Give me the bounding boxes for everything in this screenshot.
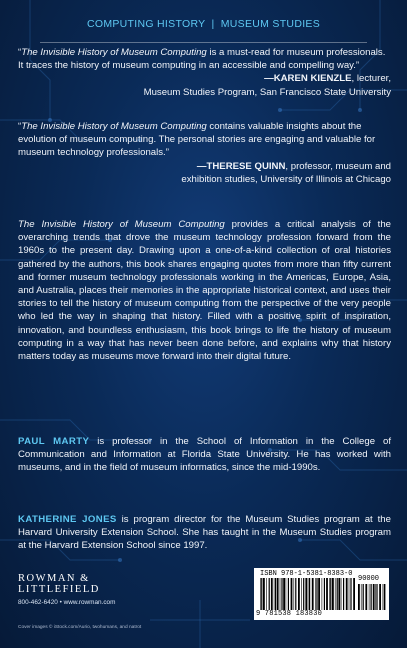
publisher-logo <box>18 573 208 606</box>
quote-1-text <box>18 46 391 72</box>
quote-2-body: contains valuable insights about the evolution of museum computing. The personal stories are engaging and valuable for museum technology professionals.” <box>18 121 376 159</box>
isbn-number: ISBN 978-1-5381-8383-0 <box>260 570 353 578</box>
author-1-bio: is professor in the School of Information in the College of Communication and Information at Florida State University. He has worked with museums, and in the field of museum informatics, since the mid-1990s. <box>18 436 391 474</box>
endorsement-quote-1 <box>18 46 391 99</box>
quote-1-body: is a must-read for museum professionals. It traces the history of museum computing in an accessible and compelling way.” <box>18 47 386 72</box>
author-bio-2 <box>18 513 391 553</box>
description-book-title: The Invisible History of Museum Computing <box>18 219 225 230</box>
endorsement-quote-2 <box>18 120 391 186</box>
quote-1-attribution-role: , lecturer, <box>351 73 391 85</box>
quote-2-open-mark: “ <box>18 121 22 132</box>
quote-2-attribution-name: —THERESE QUINN <box>196 160 286 172</box>
description-body: provides a critical analysis of the overarching trends that drove the museum technology profession forward from the 1960s to the present day. Drawing upon a one-of-a-kind collection of oral histories gathered by the authors, this book shares engaging quotes from more than fifty current and former museum technology professionals working in the Americas, Europe, Asia, and Australia, places their memories in the appropriate historical context, and uses their stories to tell the history of museum computing from the perspective of the very people who led the way in shaping that history. Filled with a positive spirit of inspiration, innovation, and boundless enthusiasm, this book brings to life the history of museum computing in a way that has never been done before, and explains why that history matters today as museums move forward into their digital future. <box>18 219 391 363</box>
publisher-contact: 800-462-6420 • www.rowman.com <box>18 599 116 606</box>
series-label-left: COMPUTING HISTORY <box>86 18 206 30</box>
barcode-addon-bars <box>358 584 386 610</box>
series-label-right: MUSEUM STUDIES <box>220 18 321 30</box>
book-description <box>18 218 391 363</box>
series-label-separator: | <box>211 18 215 30</box>
author-bio-1 <box>18 435 391 475</box>
author-2-bio: is program director for the Museum Studies program at the Harvard University Extension School. She has taught in the Museum Studies program at the Harvard Extension School since 1997. <box>18 514 391 552</box>
quote-2-attribution <box>18 160 391 173</box>
publisher-name-line-1: ROWMAN & <box>18 573 90 584</box>
author-1-name: PAUL MARTY <box>18 436 90 447</box>
quote-1-open-mark: “ <box>18 47 22 58</box>
barcode-addon-price: 90000 <box>358 575 380 583</box>
quote-2-text <box>18 120 391 160</box>
quote-1-book-title: The Invisible History of Museum Computing <box>21 47 207 58</box>
quote-2-attribution-role: , professor, museum and <box>285 160 391 172</box>
publisher-name-line-2: LITTLEFIELD <box>18 584 100 595</box>
quote-1-attribution <box>18 72 391 85</box>
isbn-barcode <box>254 568 389 620</box>
series-label <box>40 10 367 43</box>
author-2-name: KATHERINE JONES <box>18 514 117 525</box>
barcode-digits: 9 781538 183830 <box>256 610 323 618</box>
quote-1-attribution-name: —KAREN KIENZLE <box>264 73 352 85</box>
barcode-bars <box>260 578 356 610</box>
quote-1-attribution-affiliation: Museum Studies Program, San Francisco State University <box>143 86 391 98</box>
cover-image-credit: Cover images © iStock.com/Aurio, twohumans, and natrot <box>18 625 142 630</box>
quote-2-attribution-affiliation: exhibition studies, University of Illinois at Chicago <box>181 173 391 185</box>
quote-2-book-title: The Invisible History of Museum Computing <box>21 121 207 132</box>
